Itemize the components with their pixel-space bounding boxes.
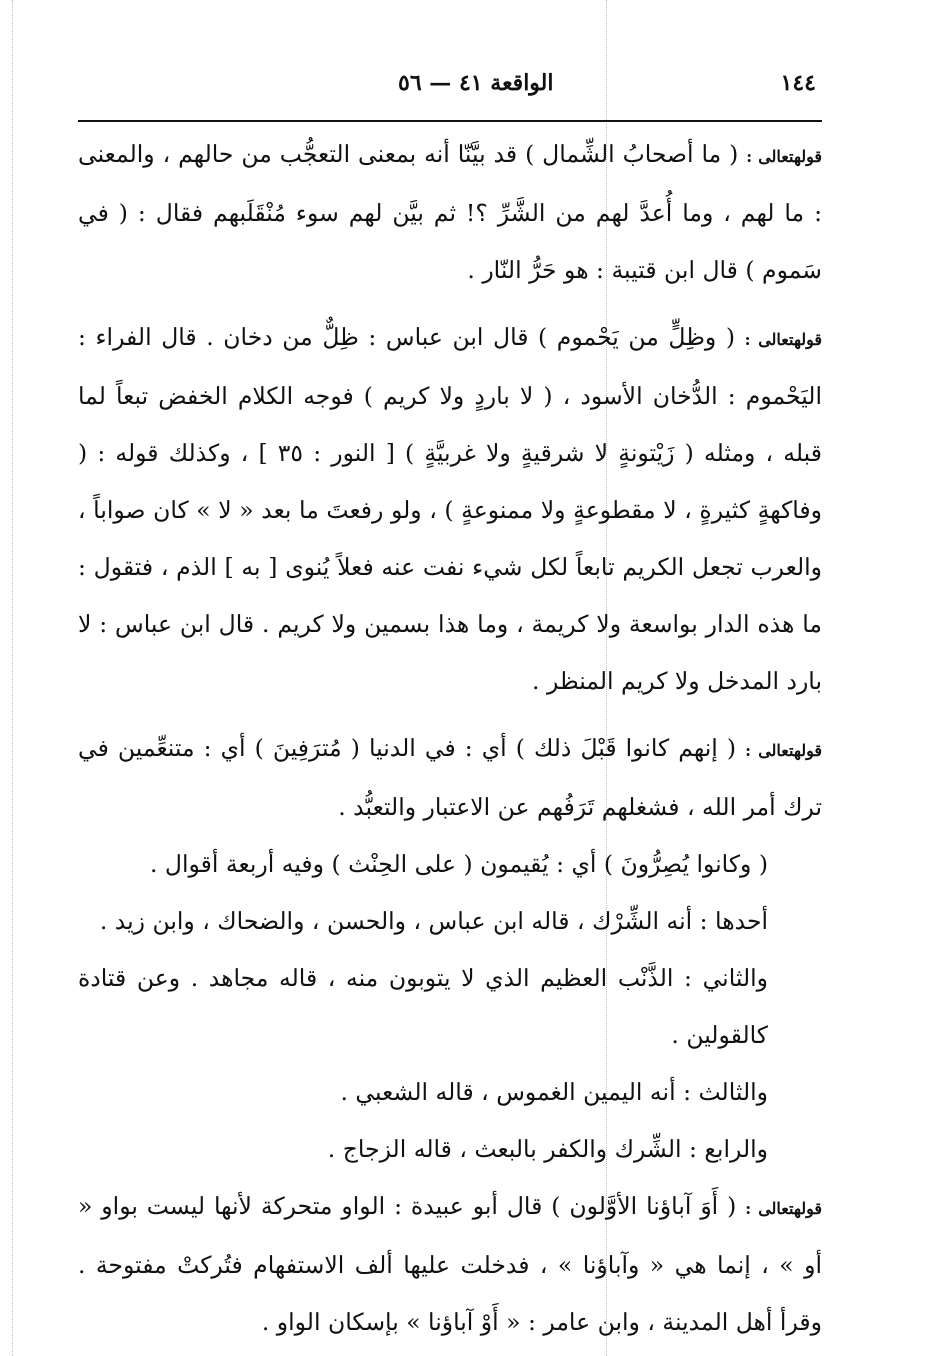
paragraph-text: والثاني : الذَّنْب العظيم الذي لا يتوبون منه ، قاله مجاهد . وعن قتادة كالقولين .	[78, 964, 768, 1049]
paragraph-text: والثالث : أنه اليمين الغموس ، قاله الشعبي .	[340, 1078, 768, 1106]
paragraph-opinion-2	[78, 950, 822, 1064]
paragraph-text: ( ما أصحابُ الشِّمال ) قد بيَّنّا أنه بمعنى التعجُّب من حالهم ، والمعنى : ما لهم ، وما أُعدَّ لهم من الشَّرِّ ؟! ثم بيَّن لهم سوء مُنْقَلَبهم فقال : ( في سَموم ) قال ابن قتيبة : هو حَرُّ النّار .	[78, 140, 822, 284]
paragraph-yusirrun	[78, 836, 822, 893]
paragraph-text: والرابع : الشِّرك والكفر بالبعث ، قاله الزجاج .	[327, 1135, 768, 1163]
book-page	[78, 70, 822, 1351]
paragraph-zill-yahmum	[78, 309, 822, 710]
surah-reference: الواقعة ٤١ — ٥٦	[398, 70, 554, 96]
paragraph-text: ( وظِلٍّ من يَحْموم ) قال ابن عباس : ظِلٌّ من دخان . قال الفراء : اليَحْموم : الدُّخان الأسود ، ( لا باردٍ ولا كريم ) فوجه الكلام الخفض تبعاً لما قبله ، ومثله ( زَيْتونةٍ لا شرقيةٍ ولا غربيَّةٍ ) [ النور : ٣٥ ] ، وكذلك قوله : ( وفاكهةٍ كثيرةٍ ، لا مقطوعةٍ ولا ممنوعةٍ ) ، ولو رفعتَ ما بعد « لا » كان صواباً ، والعرب تجعل الكريم تابعاً لكل شيء نفت عنه فعلاً يُنوى [ به ] الذم ، فتقول : ما هذه الدار بواسعة ولا كريمة ، وما هذا بسمين ولا كريم . قال ابن عباس : لا بارد المدخل ولا كريم المنظر .	[78, 323, 822, 695]
paragraph-text: أحدها : أنه الشِّرْك ، قاله ابن عباس ، والحسن ، والضحاك ، وابن زيد .	[99, 907, 768, 935]
paragraph-opinion-4	[78, 1121, 822, 1178]
verse-lead: قولهتعالى :	[746, 147, 822, 166]
scan-fold-line-left	[12, 0, 13, 1356]
verse-lead: قولهتعالى :	[745, 1199, 822, 1218]
paragraph-text: ( أَوَ آباؤنا الأوَّلون ) قال أبو عبيدة : الواو متحركة لأنها ليست بواو « أو » ، إنما هي « وآباؤنا » ، فدخلت عليها ألف الاستفهام فتُركتْ مفتوحة . وقرأ أهل المدينة ، وابن عامر : « أَوْ آباؤنا » بإسكان الواو .	[78, 1192, 822, 1336]
running-header	[78, 70, 822, 122]
paragraph-opinion-1	[78, 893, 822, 950]
paragraph-text: ( وكانوا يُصِرُّونَ ) أي : يُقيمون ( على الحِنْث ) وفيه أربعة أقوال .	[149, 850, 768, 878]
verse-lead: قولهتعالى :	[745, 741, 822, 760]
paragraph-opinion-3	[78, 1064, 822, 1121]
verse-lead: قولهتعالى :	[744, 330, 822, 349]
paragraph-ashab-al-shimal	[78, 126, 822, 299]
paragraph-abauna	[78, 1178, 822, 1351]
commentary-text	[78, 122, 822, 1351]
paragraph-mutrafin	[78, 720, 822, 836]
page-number: ١٤٤	[780, 70, 816, 96]
paragraph-text: ( إنهم كانوا قَبْلَ ذلك ) أي : في الدنيا ( مُترَفِينَ ) أي : متنعِّمين في ترك أمر الله ، فشغلهم تَرَفُهم عن الاعتبار والتعبُّد .	[78, 734, 822, 821]
